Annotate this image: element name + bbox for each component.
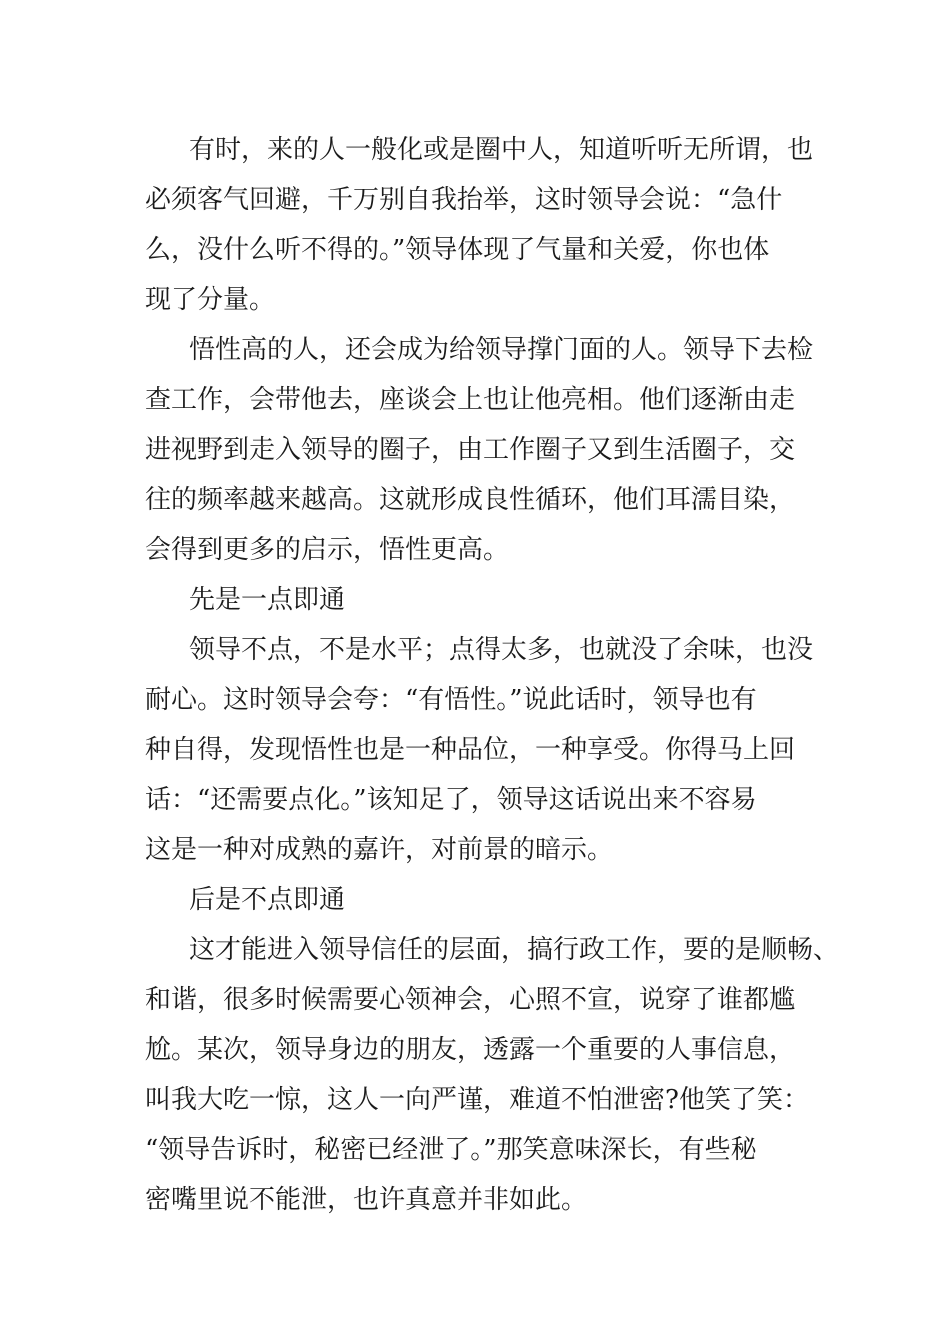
text-line: 必须客气回避，千万别自我抬举，这时领导会说：“急什: [145, 185, 783, 215]
section-heading: 先是一点即通: [189, 585, 346, 615]
section-heading: 后是不点即通: [189, 885, 346, 915]
text-line: 么，没什么听不得的。”领导体现了气量和关爱，你也体: [145, 235, 770, 265]
text-line: 往的频率越来越高。这就形成良性循环，他们耳濡目染，: [145, 485, 796, 515]
text-line: 和谐，很多时候需要心领神会，心照不宣，说穿了谁都尴: [145, 985, 796, 1015]
text-line: 这才能进入领导信任的层面，搞行政工作，要的是顺畅、: [189, 935, 840, 965]
text-line: 种自得，发现悟性也是一种品位，一种享受。你得马上回: [145, 735, 796, 765]
text-line: 这是一种对成熟的嘉许，对前景的暗示。: [145, 835, 614, 865]
text-line: 尬。某次，领导身边的朋友，透露一个重要的人事信息，: [145, 1035, 796, 1065]
text-line: 叫我大吃一惊，这人一向严谨，难道不怕泄密?他笑了笑：: [145, 1085, 809, 1115]
text-line: 耐心。这时领导会夸：“有悟性。”说此话时，领导也有: [145, 685, 757, 715]
text-line: 查工作，会带他去，座谈会上也让他亮相。他们逐渐由走: [145, 385, 796, 415]
text-line: 现了分量。: [145, 285, 276, 315]
text-line: 进视野到走入领导的圈子，由工作圈子又到生活圈子，交: [145, 435, 796, 465]
text-line: 有时，来的人一般化或是圈中人，知道听听无所谓，也: [189, 135, 814, 165]
text-line: 会得到更多的启示，悟性更高。: [145, 535, 510, 565]
text-line: 领导不点，不是水平；点得太多，也就没了余味，也没: [189, 635, 814, 665]
text-line: 话：“还需要点化。”该知足了，领导这话说出来不容易: [145, 785, 757, 815]
text-line: 悟性高的人，还会成为给领导撑门面的人。领导下去检: [189, 335, 814, 365]
text-line: 密嘴里说不能泄，也许真意并非如此。: [145, 1185, 588, 1215]
text-line: “领导告诉时，秘密已经泄了。”那笑意味深长，有些秘: [145, 1135, 757, 1165]
